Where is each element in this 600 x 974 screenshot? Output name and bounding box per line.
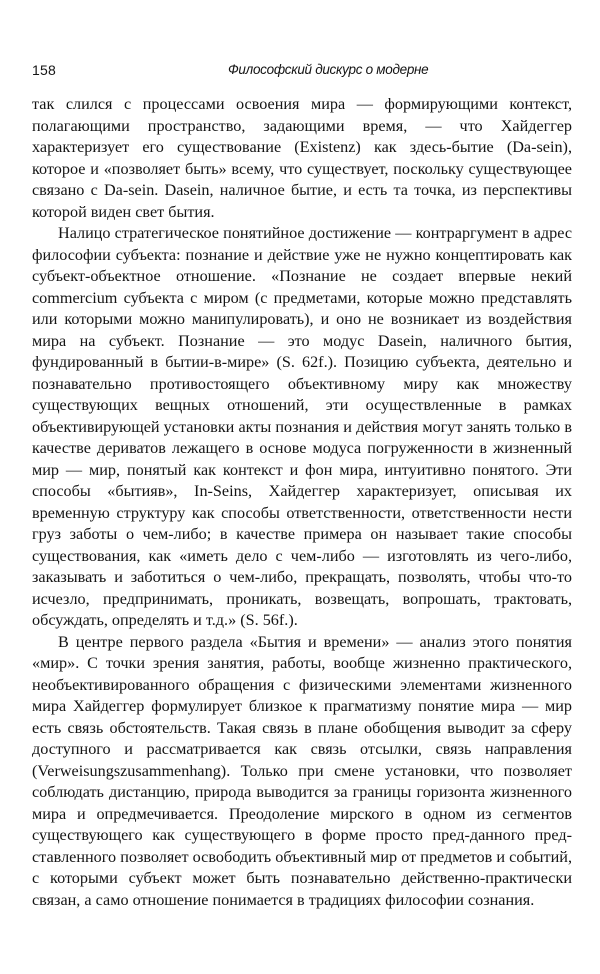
paragraph-1: так слился с процессами освоения мира — формирующими контекст, полагающими пространство, задающими время, — что Хайдеггер характеризует его существование (Existenz) как здесь-бытие (Da-sein), которое и «позволяет быть» всему, что существует, поскольку существующее связано с Da-sein. Dasein, наличное бытие, и есть та точка, из перспективы которой виден свет бытия.	[32, 95, 572, 221]
running-title: Философский дискурс о модерне	[228, 62, 429, 77]
page-number: 158	[32, 62, 56, 78]
paragraph-2: Налицо стратегическое понятийное достижение — контраргумент в адрес философии субъекта: познание и действие уже не нужно концептировать как субъект-объектное отношение. «Познание не создает впервые некий commercium субъекта с миром (с предметами, которые можно представлять или которыми можно манипулировать), и оно не возникает из воздействия мира на субъект. Познание — это модус Dasein, наличного бытия, фундированный в бытии-в-мире» (S. 62f.). Позицию субъекта, деятельно и познавательно противостоящего объективному миру как множеству существующих вещных отношений, эти осуществленные в рамках объективирующей установки акты познания и действия могут занять только в качестве дериватов лежащего в основе модуса погруженности в жизненный мир — мир, понятый как контекст и фон мира, интуитивно понятого. Эти способы «бытияв», In-Seins, Хайдеггер характеризует, описывая их временную структуру как способы ответственности, ответственности нести груз заботы о чем-либо; в качестве примера он называет такие способы существования, как «иметь дело с чем-либо — изготовлять из чего-либо, заказывать и заботиться о чем-либо, прекращать, позволять, чтобы что-то исчезло, предпринимать, проникать, возвещать, вопрошать, трактовать, обсуждать, определять и т.д.» (S. 56f.).	[32, 224, 572, 629]
book-page	[32, 60, 572, 911]
body-text	[32, 94, 572, 911]
paragraph-3: В центре первого раздела «Бытия и времени» — анализ этого понятия «мир». С точки зрения занятия, работы, вообще жизненно практического, необъективированного обращения с физическими элементами жизненного мира Хайдеггер формулирует близкое к прагматизму понятие мира — мир есть связь обстоятельств. Такая связь в плане обобщения выводит за сферу доступного и рассматривается как связь отсылки, связь направления (Verweisungszusammenhang). Только при смене установки, что позволяет соблюдать дистанцию, природа выводится за границы горизонта жизненного мира и опредмечивается. Преодоление мирского в одном из сегментов существующего как существующего в форме просто пред-данного пред-ставленного позволяет освободить объективный мир от предметов и событий, с которыми субъект может быть познавательно действенно-практически связан, а само отношение понимается в традициях философии сознания.	[32, 632, 572, 909]
running-head	[32, 60, 572, 82]
